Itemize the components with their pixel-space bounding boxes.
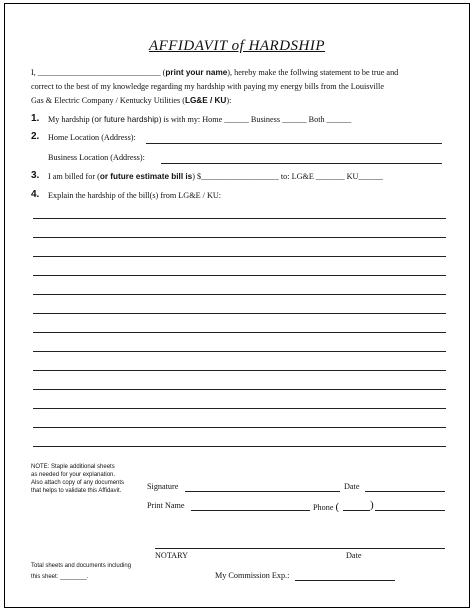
intro-suffix: ), hereby make the follwing statement to be true and	[227, 68, 399, 77]
item-3-text-c: ___________________ to: LG&E _______ KU______	[201, 172, 384, 181]
home-location-field[interactable]	[146, 143, 442, 144]
note-line: as needed for your explanation.	[31, 472, 116, 478]
explanation-line[interactable]	[33, 427, 446, 428]
phone-label	[313, 501, 339, 513]
explanation-line[interactable]	[33, 313, 446, 314]
print-your-name-label: print your name	[165, 68, 228, 77]
signature-date-field[interactable]	[365, 491, 445, 492]
phone-area-code-field[interactable]	[343, 510, 370, 511]
explanation-line[interactable]	[33, 218, 446, 219]
intro-line3-prefix: Gas & Electric Company / Kentucky Utilities (	[31, 96, 185, 105]
total-sheets-line-1: Total sheets and documents including	[31, 563, 132, 569]
explanation-line[interactable]	[33, 389, 446, 390]
intro-line-1	[31, 68, 398, 77]
intro-line-2: correct to the best of my knowledge regarding my hardship with paying my energy bills from the Louisville	[31, 82, 384, 91]
item-1-bold: or future hardship	[94, 115, 159, 124]
note-line: NOTE: Staple additional sheets	[31, 464, 115, 470]
item-4-number: 4.	[31, 189, 40, 200]
form-title: AFFIDAVIT of HARDSHIP	[148, 38, 326, 54]
business-location-label: Business Location (Address):	[48, 153, 145, 162]
business-location-field[interactable]	[161, 163, 442, 164]
print-name-field[interactable]	[191, 510, 310, 511]
notary-date-label: Date	[346, 551, 362, 560]
note-line: Also attach copy of any documents	[31, 480, 125, 486]
print-name-label: Print Name	[147, 501, 185, 510]
explanation-line[interactable]	[33, 370, 446, 371]
explanation-line[interactable]	[33, 332, 446, 333]
explanation-line[interactable]	[33, 256, 446, 257]
item-3-text-b: ) $	[192, 172, 202, 181]
explanation-line[interactable]	[33, 446, 446, 447]
affidavit-form-page	[4, 3, 470, 608]
lge-ku-label: LG&E / KU	[184, 96, 227, 105]
total-sheets-line-2: this sheet: ________.	[31, 574, 89, 580]
intro-line-3	[31, 96, 231, 105]
item-3-text-a: I am billed for (	[48, 172, 100, 181]
item-3-text	[48, 172, 383, 181]
item-3-number: 3.	[31, 170, 40, 181]
explanation-line[interactable]	[33, 237, 446, 238]
staple-note	[31, 463, 124, 495]
item-4-text: Explain the hardship of the bill(s) from LG&E / KU:	[48, 191, 222, 200]
explanation-line[interactable]	[33, 275, 446, 276]
home-location-label: Home Location (Address):	[48, 133, 136, 142]
phone-number-field[interactable]	[375, 510, 445, 511]
phone-open-paren: (	[335, 501, 340, 513]
intro-prefix: I, ______________________________ (	[31, 68, 166, 77]
item-1-number: 1.	[31, 113, 40, 124]
notary-signature-field[interactable]	[155, 548, 445, 549]
phone-close-paren: )	[370, 499, 374, 511]
item-2-number: 2.	[31, 131, 40, 142]
explanation-line[interactable]	[33, 294, 446, 295]
item-1-text	[48, 115, 351, 124]
item-1-text-b: ) is with my: Home ______ Business ______ Both ______	[158, 115, 352, 124]
explanation-line[interactable]	[33, 351, 446, 352]
item-3-bold: or future estimate bill is	[99, 172, 193, 181]
signature-date-label: Date	[344, 482, 360, 491]
signature-label: Signature	[147, 482, 179, 491]
intro-line3-suffix: ):	[226, 96, 232, 105]
signature-field[interactable]	[185, 491, 340, 492]
explanation-line[interactable]	[33, 408, 446, 409]
notary-label: NOTARY	[155, 551, 189, 560]
commission-exp-field[interactable]	[295, 580, 395, 581]
commission-exp-label: My Commission Exp.:	[215, 571, 290, 580]
item-1-text-a: My hardship (	[48, 115, 95, 124]
phone-label-text: Phone	[313, 503, 334, 512]
note-line: that helps to validate this Affidavit.	[31, 488, 122, 494]
